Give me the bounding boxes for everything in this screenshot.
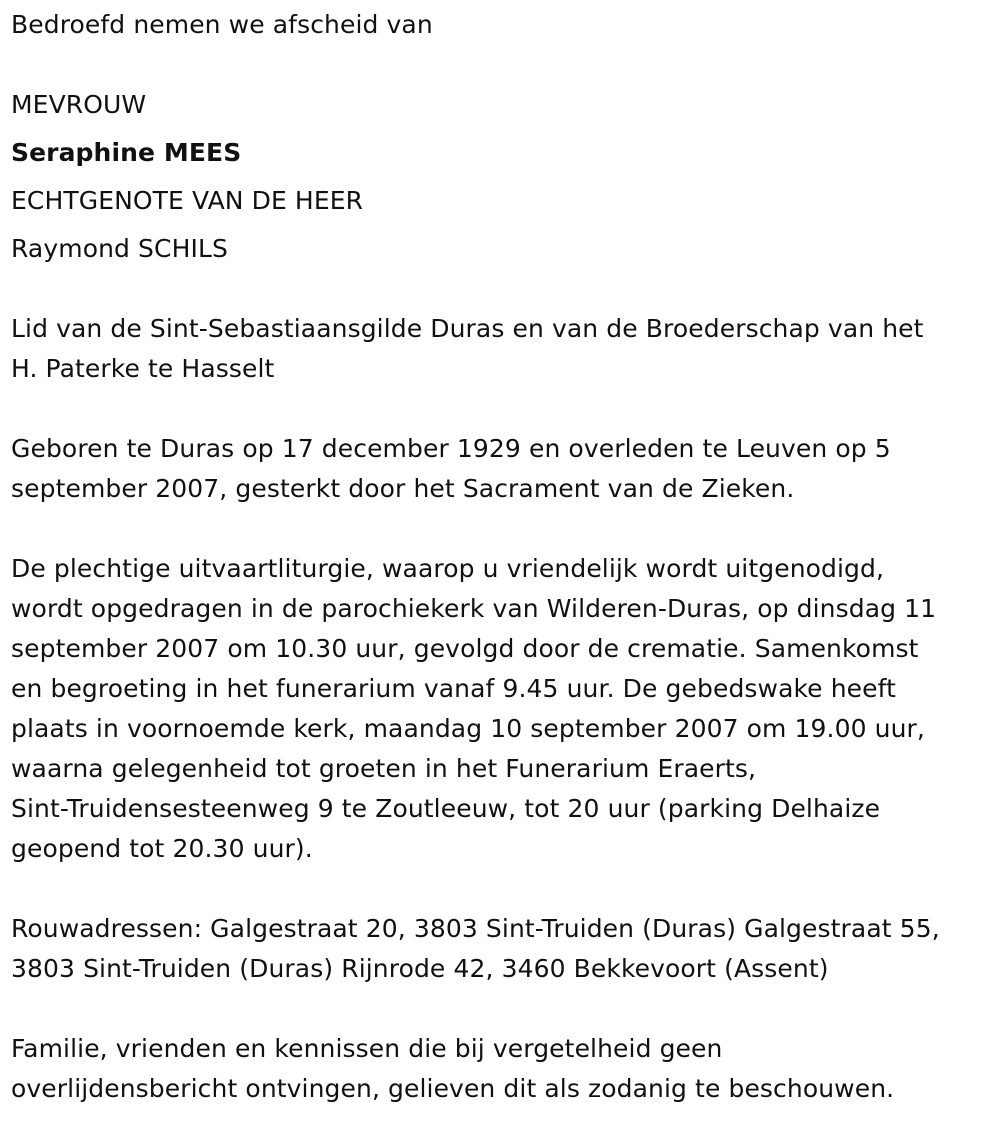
birth-death-line: Geboren te Duras op 17 december 1929 en overleden te Leuven op 5 (11, 434, 891, 463)
ceremony-line: september 2007 om 10.30 uur, gevolgd door de crematie. Samenkomst (11, 634, 919, 663)
ceremony-line: De plechtige uitvaartliturgie, waarop u vriendelijk wordt uitgenodigd, (11, 554, 885, 583)
ceremony-line: en begroeting in het funerarium vanaf 9.45 uur. De gebedswake heeft (11, 674, 896, 703)
notice-line: overlijdensbericht ontvingen, gelieven dit als zodanig te beschouwen. (11, 1074, 895, 1103)
title-text: MEVROUW (11, 90, 147, 119)
membership-line: Lid van de Sint-Sebastiaansgilde Duras en van de Broederschap van het (11, 314, 924, 343)
notice-line: Familie, vrienden en kennissen die bij vergetelheid geen (11, 1034, 723, 1063)
ceremony-line: Sint-Truidensesteenweg 9 te Zoutleeuw, tot 20 uur (parking Delhaize (11, 794, 881, 823)
ceremony-line: plaats in voornoemde kerk, maandag 10 september 2007 om 19.00 uur, (11, 714, 925, 743)
ceremony-line: geopend tot 20.30 uur). (11, 834, 313, 863)
intro-text: Bedroefd nemen we afscheid van (11, 10, 433, 39)
spouse-name: Raymond SCHILS (11, 234, 228, 263)
relation-text: ECHTGENOTE VAN DE HEER (11, 186, 364, 215)
ceremony-line: waarna gelegenheid tot groeten in het Funerarium Eraerts, (11, 754, 757, 783)
deceased-name: Seraphine MEES (11, 138, 242, 167)
ceremony-line: wordt opgedragen in de parochiekerk van Wilderen-Duras, op dinsdag 11 (11, 594, 937, 623)
address-line: Rouwadressen: Galgestraat 20, 3803 Sint-Truiden (Duras) Galgestraat 55, (11, 914, 940, 943)
birth-death-line: september 2007, gesterkt door het Sacrament van de Zieken. (11, 474, 795, 503)
address-line: 3803 Sint-Truiden (Duras) Rijnrode 42, 3460 Bekkevoort (Assent) (11, 954, 829, 983)
membership-line: H. Paterke te Hasselt (11, 354, 275, 383)
